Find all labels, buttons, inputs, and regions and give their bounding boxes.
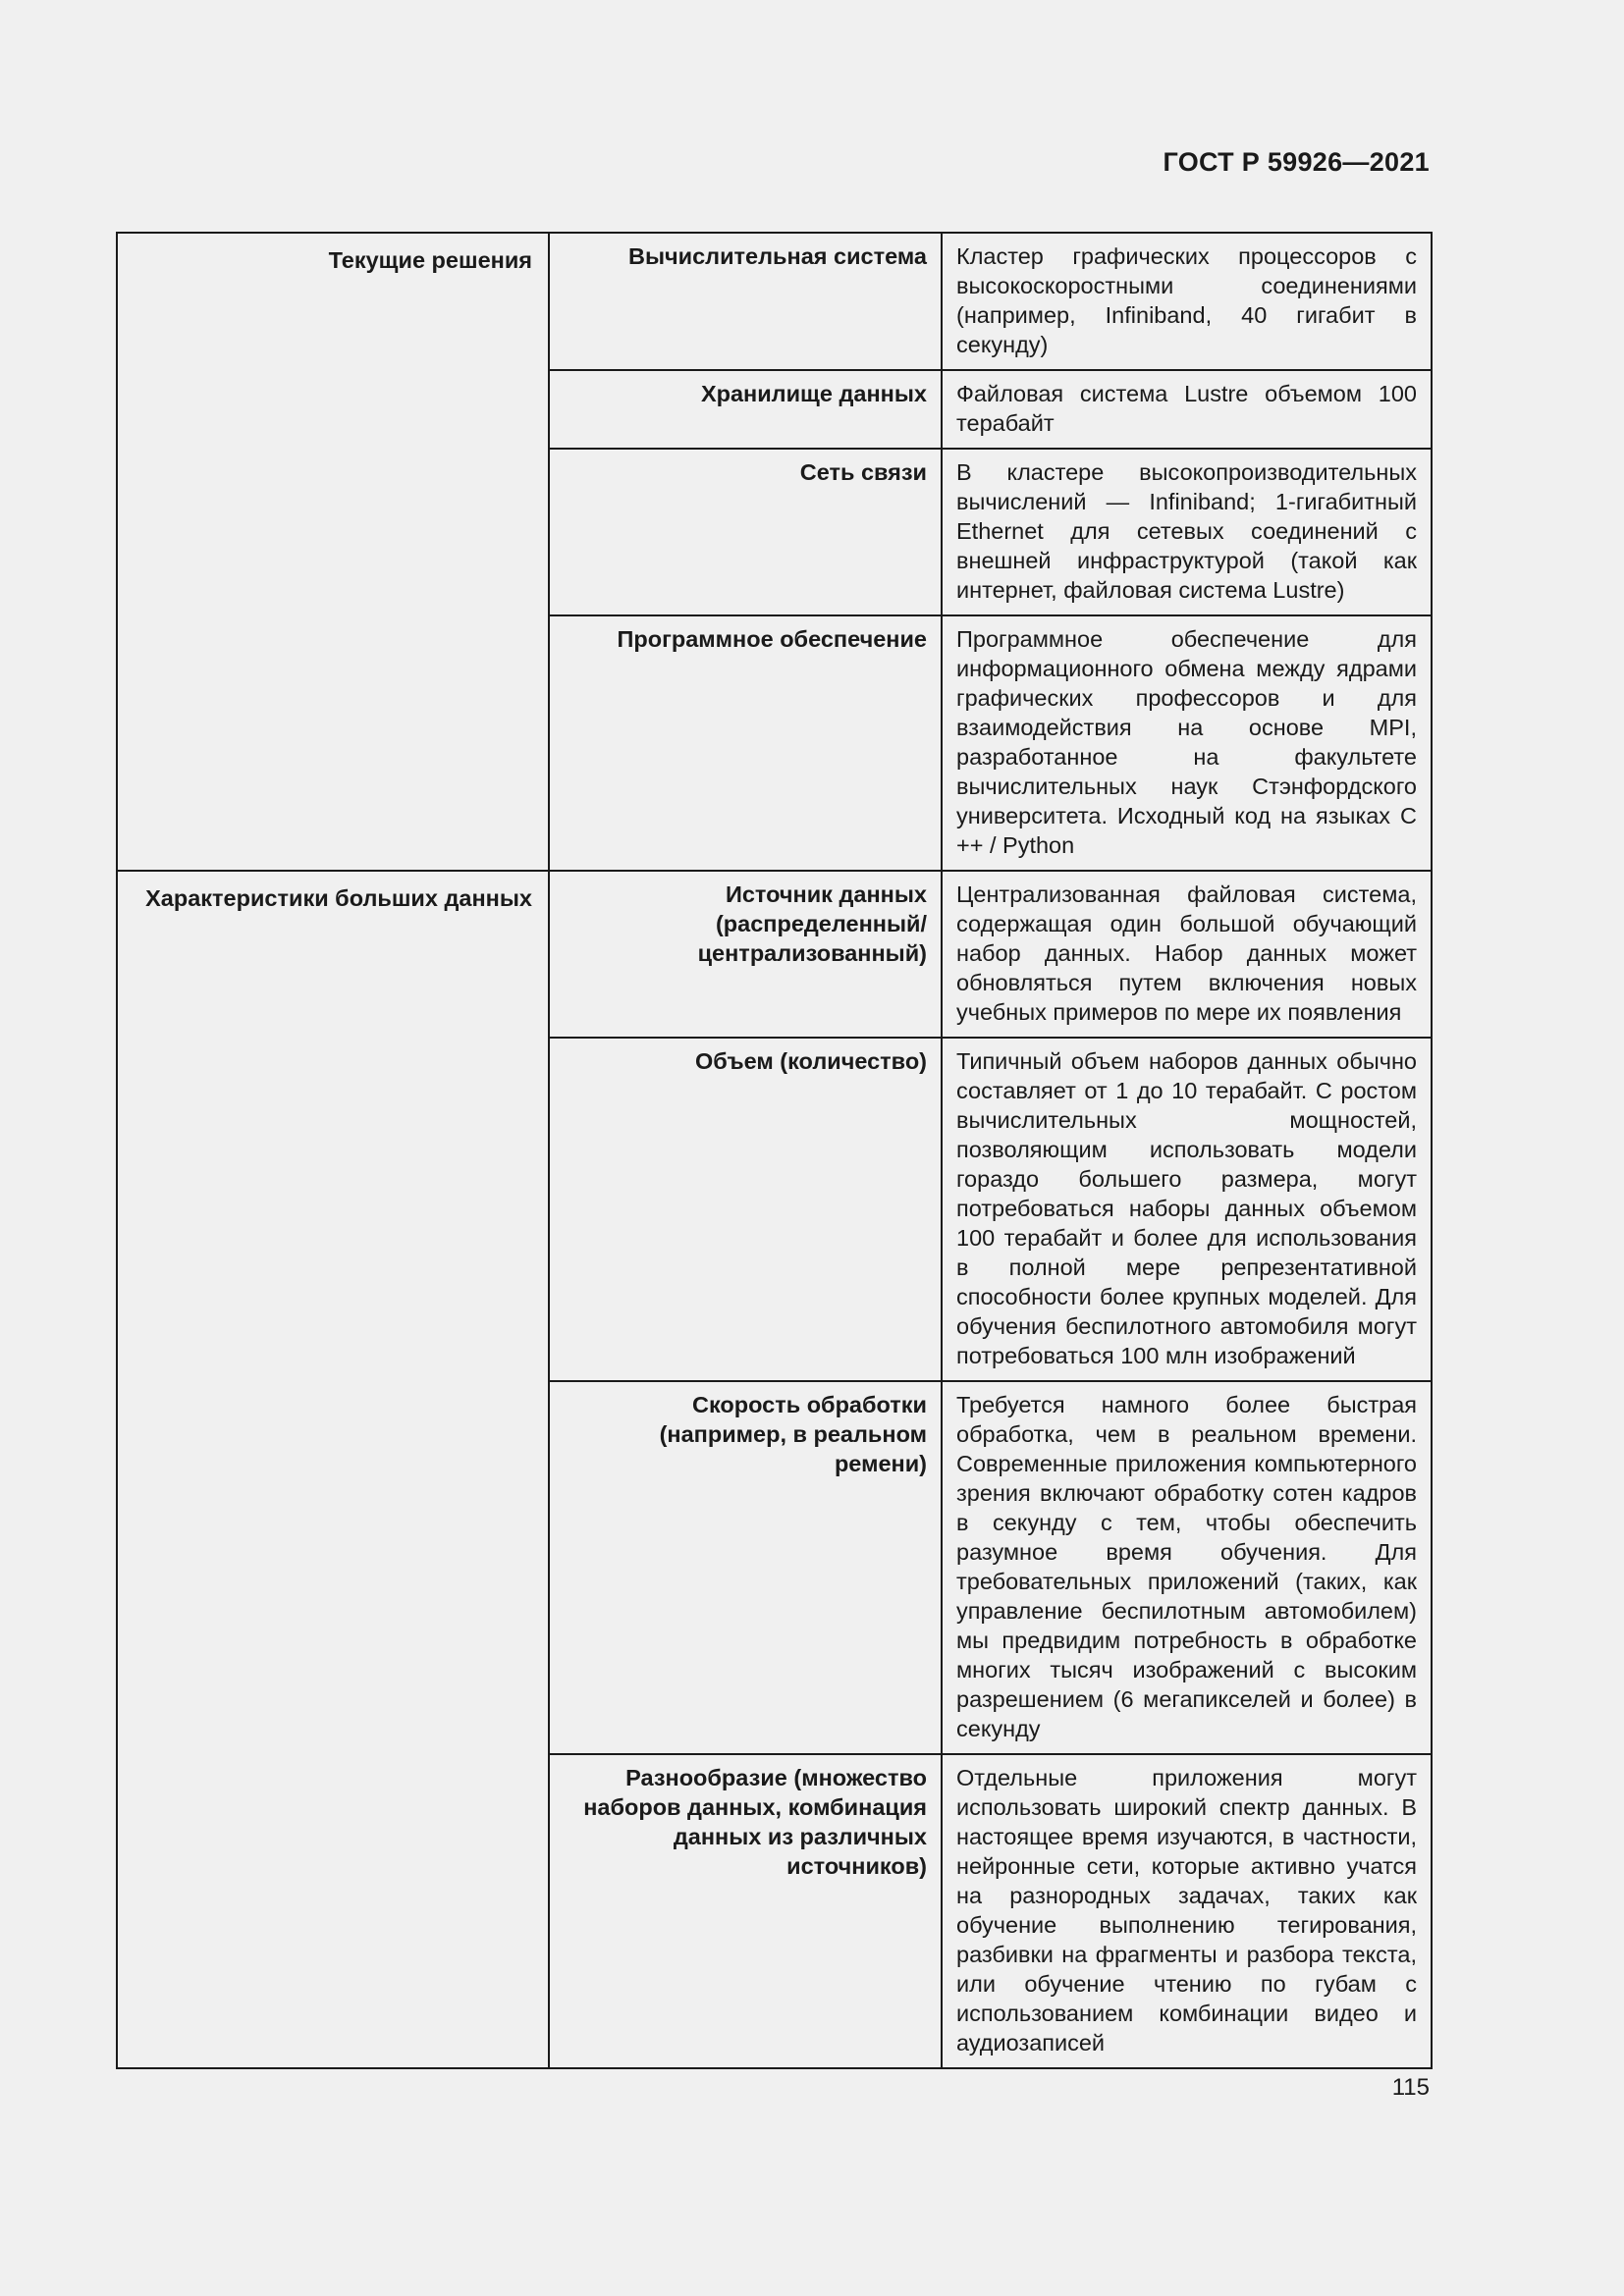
row-label: Источник данных (распределенный/централизованный)	[549, 871, 942, 1038]
row-label: Хранилище данных	[549, 370, 942, 449]
row-value: Кластер графических процессоров с высокоскоростными соединениями (например, Infiniband, 40 гигабит в секунду)	[942, 233, 1432, 370]
row-label: Разнообразие (множество наборов данных, комбинация данных из различных источников)	[549, 1754, 942, 2068]
category-cell: Текущие решения	[117, 233, 549, 871]
row-label: Скорость обработки (например, в реальном ремени)	[549, 1381, 942, 1754]
row-value: Файловая система Lustre объемом 100 терабайт	[942, 370, 1432, 449]
table-row	[117, 871, 1432, 1038]
row-value: В кластере высокопроизводительных вычислений — Infiniband; 1-гигабитный Ethernet для сетевых соединений с внешней инфраструктурой (такой как интернет, файловая система Lustre)	[942, 449, 1432, 615]
row-label: Сеть связи	[549, 449, 942, 615]
row-value: Централизованная файловая система, содержащая один большой обучающий набор данных. Набор данных может обновляться путем включения новых учебных примеров по мере их появления	[942, 871, 1432, 1038]
row-value: Отдельные приложения могут использовать широкий спектр данных. В настоящее время изучаются, в частности, нейронные сети, которые активно учатся на разнородных задачах, таких как обучение выполнению тегирования, разбивки на фрагменты и разбора текста, или обучение чтению по губам с использованием комбинации видео и аудиозаписей	[942, 1754, 1432, 2068]
table-row	[117, 233, 1432, 370]
page-number: 115	[1391, 2074, 1430, 2101]
row-value: Типичный объем наборов данных обычно составляет от 1 до 10 терабайт. С ростом вычислительных мощностей, позволяющим использовать модели гораздо большего размера, могут потребоваться наборы данных объемом 100 терабайт и более для использования в полной мере репрезентативной способности более крупных моделей. Для обучения беспилотного автомобиля могут потребоваться 100 млн изображений	[942, 1038, 1432, 1381]
row-label: Программное обеспечение	[549, 615, 942, 871]
row-value: Программное обеспечение для информационного обмена между ядрами графических профессоров и для взаимодействия на основе MPI, разработанное на факультете вычислительных наук Стэнфордского университета. Исходный код на языках С ++ / Python	[942, 615, 1432, 871]
category-cell: Характеристики больших данных	[117, 871, 549, 2068]
row-label: Вычислительная система	[549, 233, 942, 370]
row-label: Объем (количество)	[549, 1038, 942, 1381]
document-id: ГОСТ Р 59926—2021	[1163, 147, 1430, 177]
row-value: Требуется намного более быстрая обработка, чем в реальном времени. Современные приложения компьютерного зрения включают обработку сотен кадров в секунду с тем, чтобы обеспечить разумное время обучения. Для требовательных приложений (таких, как управление беспилотным автомобилем) мы предвидим потребность в обработке многих тысяч изображений с высоким разрешением (6 мегапикселей и более) в секунду	[942, 1381, 1432, 1754]
specification-table	[116, 232, 1433, 2069]
